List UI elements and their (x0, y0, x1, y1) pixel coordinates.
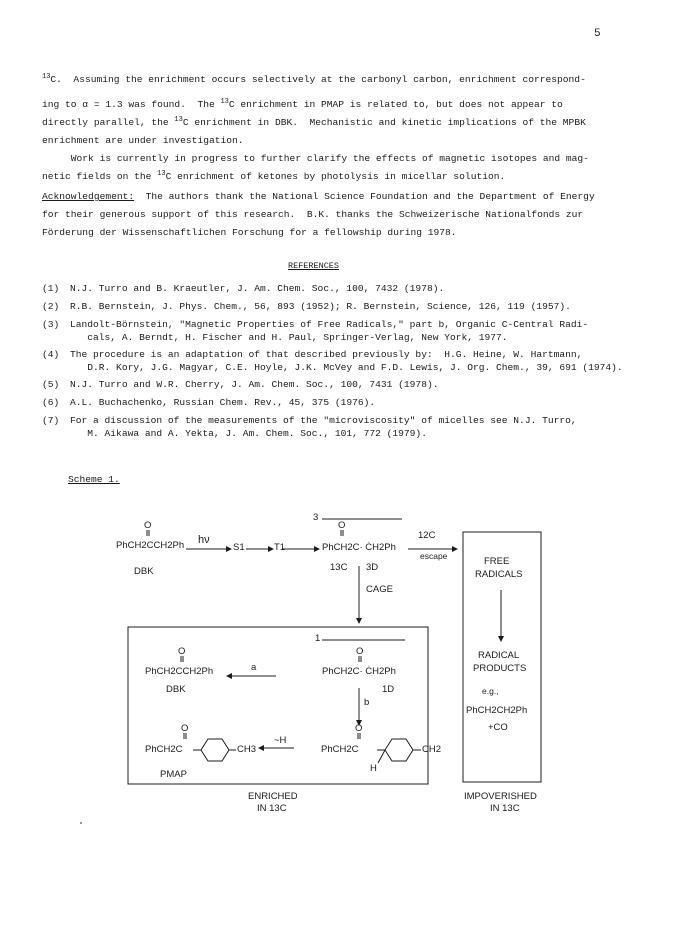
pmap-methyl: CH3 (237, 744, 257, 755)
paragraph-2-line-1: Work is currently in progress to further clarify the effects of magnetic isotopes and mag- (42, 153, 589, 164)
dbk-top-label: DBK (134, 566, 154, 577)
s1-label: S1 (233, 542, 245, 553)
reference-item: (1) N.J. Turro and B. Kraeutler, J. Am. Chem. Soc., 100, 7432 (1978). (42, 283, 445, 294)
dbk-top-formula: PhCH2CCH2Ph (116, 540, 185, 551)
carbonyl-o: O (181, 723, 189, 734)
paragraph-1-line-4: enrichment are under investigation. (42, 135, 244, 146)
example-label: e.g., (482, 686, 499, 696)
reference-item: (2) R.B. Bernstein, J. Phys. Chem., 56, 893 (1952); R. Bernstein, Science, 126, 119 (1957). (42, 301, 571, 312)
page-speck (80, 822, 82, 824)
plus-co-label: +CO (488, 722, 508, 733)
free-radicals-label: FREE (484, 556, 510, 567)
c13-label: 13C (330, 562, 348, 573)
impoverished-label: IMPOVERISHED (464, 791, 537, 802)
pmap-formula-left: PhCH2C (145, 744, 183, 755)
acknowledgement-line-2: for their generous support of this research. B.K. thanks the Schweizerische Nationalfonds zur (42, 209, 584, 220)
impoverished-label: IN 13C (490, 803, 520, 814)
reference-item: (6) A.L. Buchachenko, Russian Chem. Rev., 45, 375 (1976). (42, 397, 376, 408)
benzene-ring-intermediate (385, 739, 413, 761)
bibenzyl-formula: PhCH2CH2Ph (466, 705, 528, 716)
radical-products-label: RADICAL (478, 650, 520, 661)
paragraph-1-line-2: ing to α = 1.3 was found. The $^{13}$C enrichment in PMAP is related to, but does not appear to (42, 97, 563, 110)
t1-label: T1 (274, 542, 286, 553)
paragraph-2-line-2: netic fields on the $^{13}$C enrichment of ketones by photolysis in micellar solution. (42, 169, 506, 182)
enriched-label: ENRICHED (248, 791, 298, 802)
reference-item: (4) The procedure is an adaptation of that described previously by: H.G. Heine, W. Hartmann, D.R. Kory, J.G. Magyar, C.E. Hoyle, J.K. McVey and F.D. Lewis, J. Org. Chem., 39, 691 (1974). (42, 349, 623, 373)
enriched-label: IN 13C (257, 803, 287, 814)
carbonyl-o: O (338, 520, 346, 531)
dbk-bottom-formula: PhCH2CCH2Ph (145, 666, 214, 677)
carbonyl-o: O (355, 723, 363, 734)
singlet-d-label: 1D (382, 684, 395, 695)
triplet-radical-pair: PhCH2C· ĊH2Ph (322, 542, 396, 553)
carbonyl-o: O (356, 646, 364, 657)
reference-item: (3) Landolt-Börnstein, "Magnetic Properties of Free Radicals," part b, Organic C-Central Radi- cals, A. Berndt, H. Fischer and H. Paul, Springer-Verlag, New York, 1977. (42, 319, 589, 343)
triplet-d-label: 3D (366, 562, 379, 573)
references-heading: REFERENCES (288, 261, 340, 271)
triplet-multiplicity: 3 (313, 512, 319, 523)
carbonyl-o: O (178, 646, 186, 657)
benzene-ring-pmap (201, 739, 229, 761)
reference-item: (5) N.J. Turro and W.R. Cherry, J. Am. Chem. Soc., 100, 7431 (1978). (42, 379, 439, 390)
acknowledgement-line-1: Acknowledgement: The authors thank the National Science Foundation and the Department of Energy (42, 191, 595, 202)
cage-label: CAGE (366, 584, 393, 595)
h-shift-label: ~H (274, 735, 287, 746)
path-b-label: b (364, 697, 370, 708)
acknowledgement-label: Acknowledgement: (42, 191, 135, 202)
acknowledgement-line-3: Förderung der Wissenschaftlichen Forschung for a fellowship during 1978. (42, 227, 457, 238)
path-a-label: a (251, 662, 257, 673)
singlet-radical-pair: PhCH2C· ĊH2Ph (322, 666, 396, 677)
escape-label: escape (420, 551, 448, 561)
pmap-label: PMAP (160, 769, 187, 780)
dbk-bottom-label: DBK (166, 684, 186, 695)
scheme-label: Scheme 1. (68, 474, 120, 485)
intermediate-ch2: CH2 (422, 744, 442, 755)
paragraph-1-line-3: directly parallel, the $^{13}$C enrichment in DBK. Mechanistic and kinetic implications of the MPBK (42, 115, 586, 128)
intermediate-h: H (370, 763, 377, 774)
intermediate-formula-left: PhCH2C (321, 744, 359, 755)
carbonyl-o: O (144, 520, 152, 531)
page-number: 5 (594, 28, 601, 40)
reference-item: (7) For a discussion of the measurements of the "microviscosity" of micelles see N.J. Turro, M. Aikawa and A. Yekta, J. Am. Chem. Soc., 101, 772 (1979). (42, 415, 577, 439)
free-radicals-label: RADICALS (475, 569, 523, 580)
singlet-multiplicity: 1 (315, 633, 321, 644)
cage-box (128, 627, 428, 784)
paragraph-1-line-1: $^{13}$C. Assuming the enrichment occurs selectively at the carbonyl carbon, enrichment correspond- (42, 72, 586, 85)
radical-products-label: PRODUCTS (473, 663, 527, 674)
c12-label: 12C (418, 530, 436, 541)
hv-label: hν (198, 534, 210, 546)
